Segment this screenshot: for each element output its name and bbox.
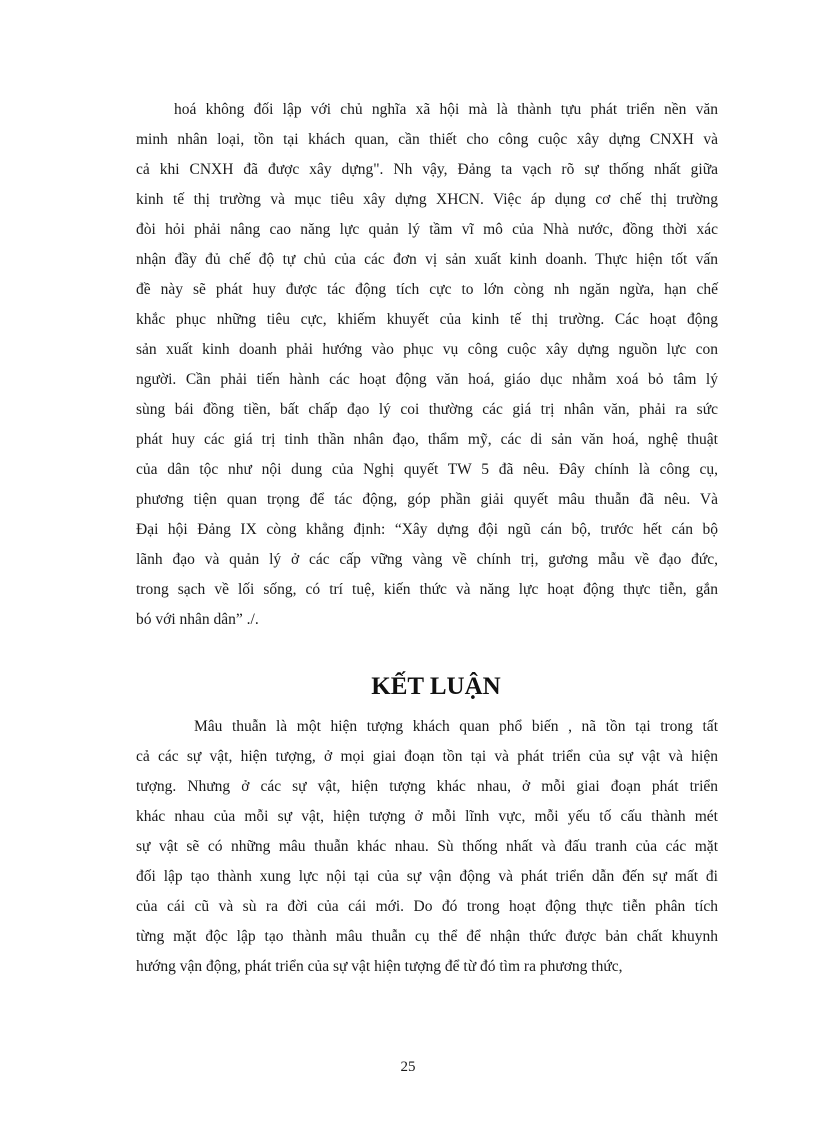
- text-line: của cái cũ và sù ra đời của cái mới. Do đó trong hoạt động thực tiễn phân tích: [136, 898, 718, 915]
- text-line: khác nhau của mỗi sự vật, hiện tượng ở mỗi lĩnh vực, mỗi yếu tố cấu thành mét: [136, 808, 718, 825]
- text-line: sùng bái đồng tiền, bất chấp đạo lý coi thường các giá trị nhân văn, phải ra sức: [136, 401, 718, 418]
- text-line: phương tiện quan trọng để tác động, góp phần giải quyết mâu thuẫn đã nêu. Và: [136, 491, 718, 508]
- text-line: Mâu thuẫn là một hiện tượng khách quan phổ biến , nã tồn tại trong tất: [194, 718, 718, 735]
- text-line: đòi hỏi phải nâng cao năng lực quản lý tầm vĩ mô của Nhà nước, đồng thời xác: [136, 221, 718, 238]
- text-line: bó với nhân dân” ./.: [136, 611, 259, 628]
- text-line: nhận đầy đủ chế độ tự chủ của các đơn vị sản xuất kinh doanh. Thực hiện tốt vấn: [136, 251, 718, 268]
- text-line: tượng. Nhưng ở các sự vật, hiện tượng khác nhau, ở mỗi giai đoạn phát triển: [136, 778, 718, 795]
- text-line: hoá không đối lập với chủ nghĩa xã hội mà là thành tựu phát triển nền văn: [174, 101, 718, 118]
- text-line: cả các sự vật, hiện tượng, ở mọi giai đoạn tồn tại và phát triển của sự vật và hiện: [136, 748, 718, 765]
- text-line: đối lập tạo thành xung lực nội tại của sự vận động và phát triển dẫn đến sự mất đi: [136, 868, 718, 885]
- text-line: của dân tộc như nội dung của Nghị quyết TW 5 đã nêu. Đây chính là công cụ,: [136, 461, 718, 478]
- text-line: trong sạch về lối sống, có trí tuệ, kiến thức và năng lực hoạt động thực tiễn, gắn: [136, 581, 718, 598]
- text-line: sự vật sẽ có những mâu thuẫn khác nhau. Sù thống nhất và đấu tranh của các mặt: [136, 838, 718, 855]
- text-line: người. Cần phải tiến hành các hoạt động văn hoá, giáo dục nhằm xoá bỏ tâm lý: [136, 371, 718, 388]
- text-line: kinh tế thị trường và mục tiêu xây dựng XHCN. Việc áp dụng cơ chế thị trường: [136, 191, 718, 208]
- text-line: Đại hội Đảng IX còng khẳng định: “Xây dựng đội ngũ cán bộ, trước hết cán bộ: [136, 521, 718, 538]
- page-number: 25: [400, 1059, 416, 1075]
- text-line: lãnh đạo và quản lý ở các cấp vững vàng về chính trị, gương mẫu về đạo đức,: [136, 551, 718, 568]
- text-line: minh nhân loại, tồn tại khách quan, cần thiết cho công cuộc xây dựng CNXH và: [136, 131, 718, 148]
- section-heading: KẾT LUẬN: [371, 673, 501, 700]
- text-line: đề này sẽ phát huy được tác động tích cực to lớn còng nh ngăn ngừa, hạn chế: [136, 281, 718, 298]
- text-line: hướng vận động, phát triển của sự vật hiện tượng để từ đó tìm ra phương thức,: [136, 958, 623, 975]
- text-line: phát huy các giá trị tinh thần nhân đạo, thẩm mỹ, các di sản văn hoá, nghệ thuật: [136, 431, 718, 448]
- text-line: khắc phục những tiêu cực, khiếm khuyết của kinh tế thị trường. Các hoạt động: [136, 311, 718, 328]
- text-line: sản xuất kinh doanh phải hướng vào phục vụ công cuộc xây dựng nguồn lực con: [136, 341, 718, 358]
- text-line: cả khi CNXH đã được xây dựng". Nh vậy, Đảng ta vạch rõ sự thống nhất giữa: [136, 161, 718, 178]
- text-line: từng mặt độc lập tạo thành mâu thuẫn cụ thể để nhận thức được bản chất khuynh: [136, 928, 718, 945]
